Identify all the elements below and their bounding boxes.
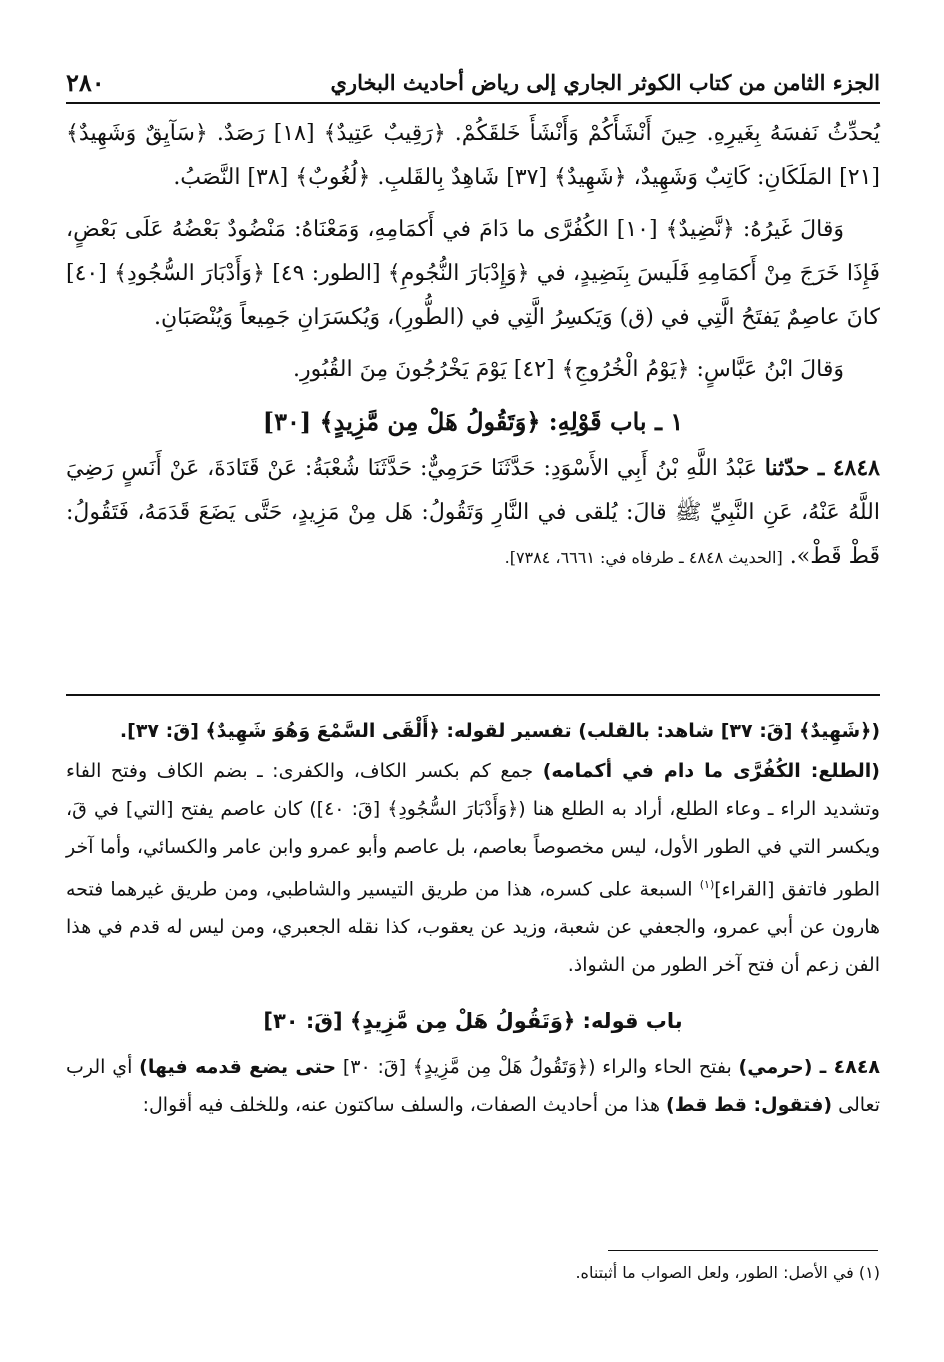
commentary-text-end: السبعة على كسره، هذا من طريق التيسير والشاطبي، ومن طريق غيرهما فتحه هارون عن أبي عمرو، والجعفي عن شعبة، وزيد عن يعقوب، كذا نقله الجعبري، ومن ليس له قدم في هذا الفن زعم أن فتح آخر الطور من الشواذ. [66, 878, 880, 977]
commentary-text-c: هذا من أحاديث الصفات، والسلف ساكتون عنه، وللخلف فيه أقوال: [142, 1094, 660, 1117]
hadith-text: عَبْدُ اللَّهِ بْنُ أَبِي الأَسْوَدِ: حَدَّثَنَا حَرَمِيٌّ: حَدَّثَنَا شُعْبَةُ: عَنْ قَتَادَةَ، عَنْ أَنَسٍ رَضِيَ اللَّهُ عَنْهُ، عَنِ النَّبِيِّ ﷺ قالَ: يُلقى في النَّارِ وَتَقُولُ: هَل مِنْ مَزِيدٍ، حَتَّى يَضَعَ قَدَمَهُ، فَتَقُولُ: قَطْ قَطْ». [66, 456, 880, 569]
footnote [66, 1260, 880, 1286]
commentary-paragraph-1: (﴿شَهِيدٌ﴾ [قَ: ٣٧] شاهد: بالقلب) تفسير لقوله: ﴿أَلْقَى السَّمْعَ وَهُوَ شَهِيدٌ﴾ [قَ: ٣٧]. [119, 720, 880, 742]
commentary-heading: باب قوله: ﴿وَتَقُولُ هَلْ مِن مَّزِيدٍ﴾ [قَ: ٣٠] [263, 1009, 683, 1034]
hadith-number: ٤٨٤٨ ـ حدّثنا [764, 455, 880, 481]
page-header [66, 62, 880, 104]
hadith-paragraph [66, 446, 880, 580]
commentary-paragraph-3 [66, 1048, 880, 1124]
commentary-text-b: أي الرب تعالى [66, 1056, 880, 1117]
commentary-divider [66, 694, 880, 696]
footnote-text: في الأصل: الطور، ولعل الصواب ما أثبتناه. [575, 1263, 854, 1282]
paragraph-3: وَقالَ ابْنُ عَبَّاسٍ: ﴿يَوْمُ الْخُرُوجِ﴾ [٤٢] يَوْمَ يَخْرُجُونَ مِنَ القُبُورِ. [293, 357, 844, 382]
footnote-marker-ref: (١) [699, 878, 715, 891]
running-title: الجزء الثامن من كتاب الكوثر الجاري إلى رياض أحاديث البخاري [330, 69, 880, 95]
main-text [66, 112, 880, 580]
commentary-lemma-2: حتى يضع قدمه فيها) [139, 1056, 337, 1079]
page-number: ٢٨٠ [66, 67, 105, 97]
footnote-rule [608, 1250, 878, 1251]
commentary-hadith-number: ٤٨٤٨ ـ (حرمي) [738, 1056, 881, 1079]
commentary-section [66, 712, 880, 1124]
chapter-heading: ١ ـ باب قَوْلِهِ: ﴿وَتَقُولُ هَلْ مِن مَّزِيدٍ﴾ [٣٠] [262, 407, 684, 436]
hadith-reference: [الحديث ٤٨٤٨ ـ طرفاه في: ٦٦٦١، ٧٣٨٤]. [504, 548, 783, 567]
commentary-lemma-3: (فتقول: قط قط) [666, 1094, 833, 1117]
commentary-text-a: بفتح الحاء والراء (﴿وَتَقُولُ هَلْ مِن مَّزِيدٍ﴾ [قَ: ٣٠] [342, 1056, 732, 1079]
paragraph-1: يُحدِّثُ نَفسَهُ بِغَيرِهِ. حِينَ أَنْشَأَكُمْ وَأَنْشَأَ خَلقَكُمْ. ﴿رَقِيبٌ عَتِيدٌ﴾ [١٨] رَصَدٌ. ﴿سَآيِقٌ وَشَهِيدٌ﴾ [٢١] المَلَكَانِ: كَاتِبٌ وَشَهِيدٌ، ﴿شَهِيدٌ﴾ [٣٧] شَاهِدٌ بِالقَلبِ. ﴿لُغُوبٌ﴾ [٣٨] النَّصَبُ. [66, 121, 881, 190]
commentary-lemma: (الطلع: الكُفُرَّى ما دام في أكمامه) [542, 760, 880, 782]
paragraph-2: وَقالَ غَيرُهُ: ﴿نَّضِيدٌ﴾ [١٠] الكُفُرَّى ما دَامَ في أَكمَامِهِ، وَمَعْنَاهُ: مَنْضُودٌ بَعْضُهُ عَلَى بَعْضٍ، فَإِذَا خَرَجَ مِنْ أَكمَامِهِ فَلَيسَ بِنَضِيدٍ، في ﴿وَإِدْبَارَ النُّجُومِ﴾ [الطور: ٤٩] ﴿وَأَدْبَارَ السُّجُودِ﴾ [٤٠] كانَ عاصِمٌ يَفتَحُ الَّتِي في (ق) وَيَكسِرُ الَّتِي في (الطُّورِ)، وَيُكسَرَانِ جَمِيعاً وَيُنْصَبَانِ. [66, 217, 881, 330]
commentary-text: جمع كم بكسر الكاف، والكفرى: ـ بضم الكاف وفتح الفاء وتشديد الراء ـ وعاء الطلع، أراد به الطلع هنا (﴿وَأَدْبَارَ السُّجُودِ﴾ [قَ: ٤٠]) كان عاصم يفتح [التي] في قَ، ويكسر التي في الطور الأول، ليس مخصوصاً بعاصم، بل عاصم وأبو عمرو وابن عامر والكسائي، وأما آخر الطور فاتفق [القراء] [66, 760, 880, 901]
commentary-paragraph-2 [66, 752, 880, 984]
footnote-marker: (١) [858, 1263, 880, 1282]
